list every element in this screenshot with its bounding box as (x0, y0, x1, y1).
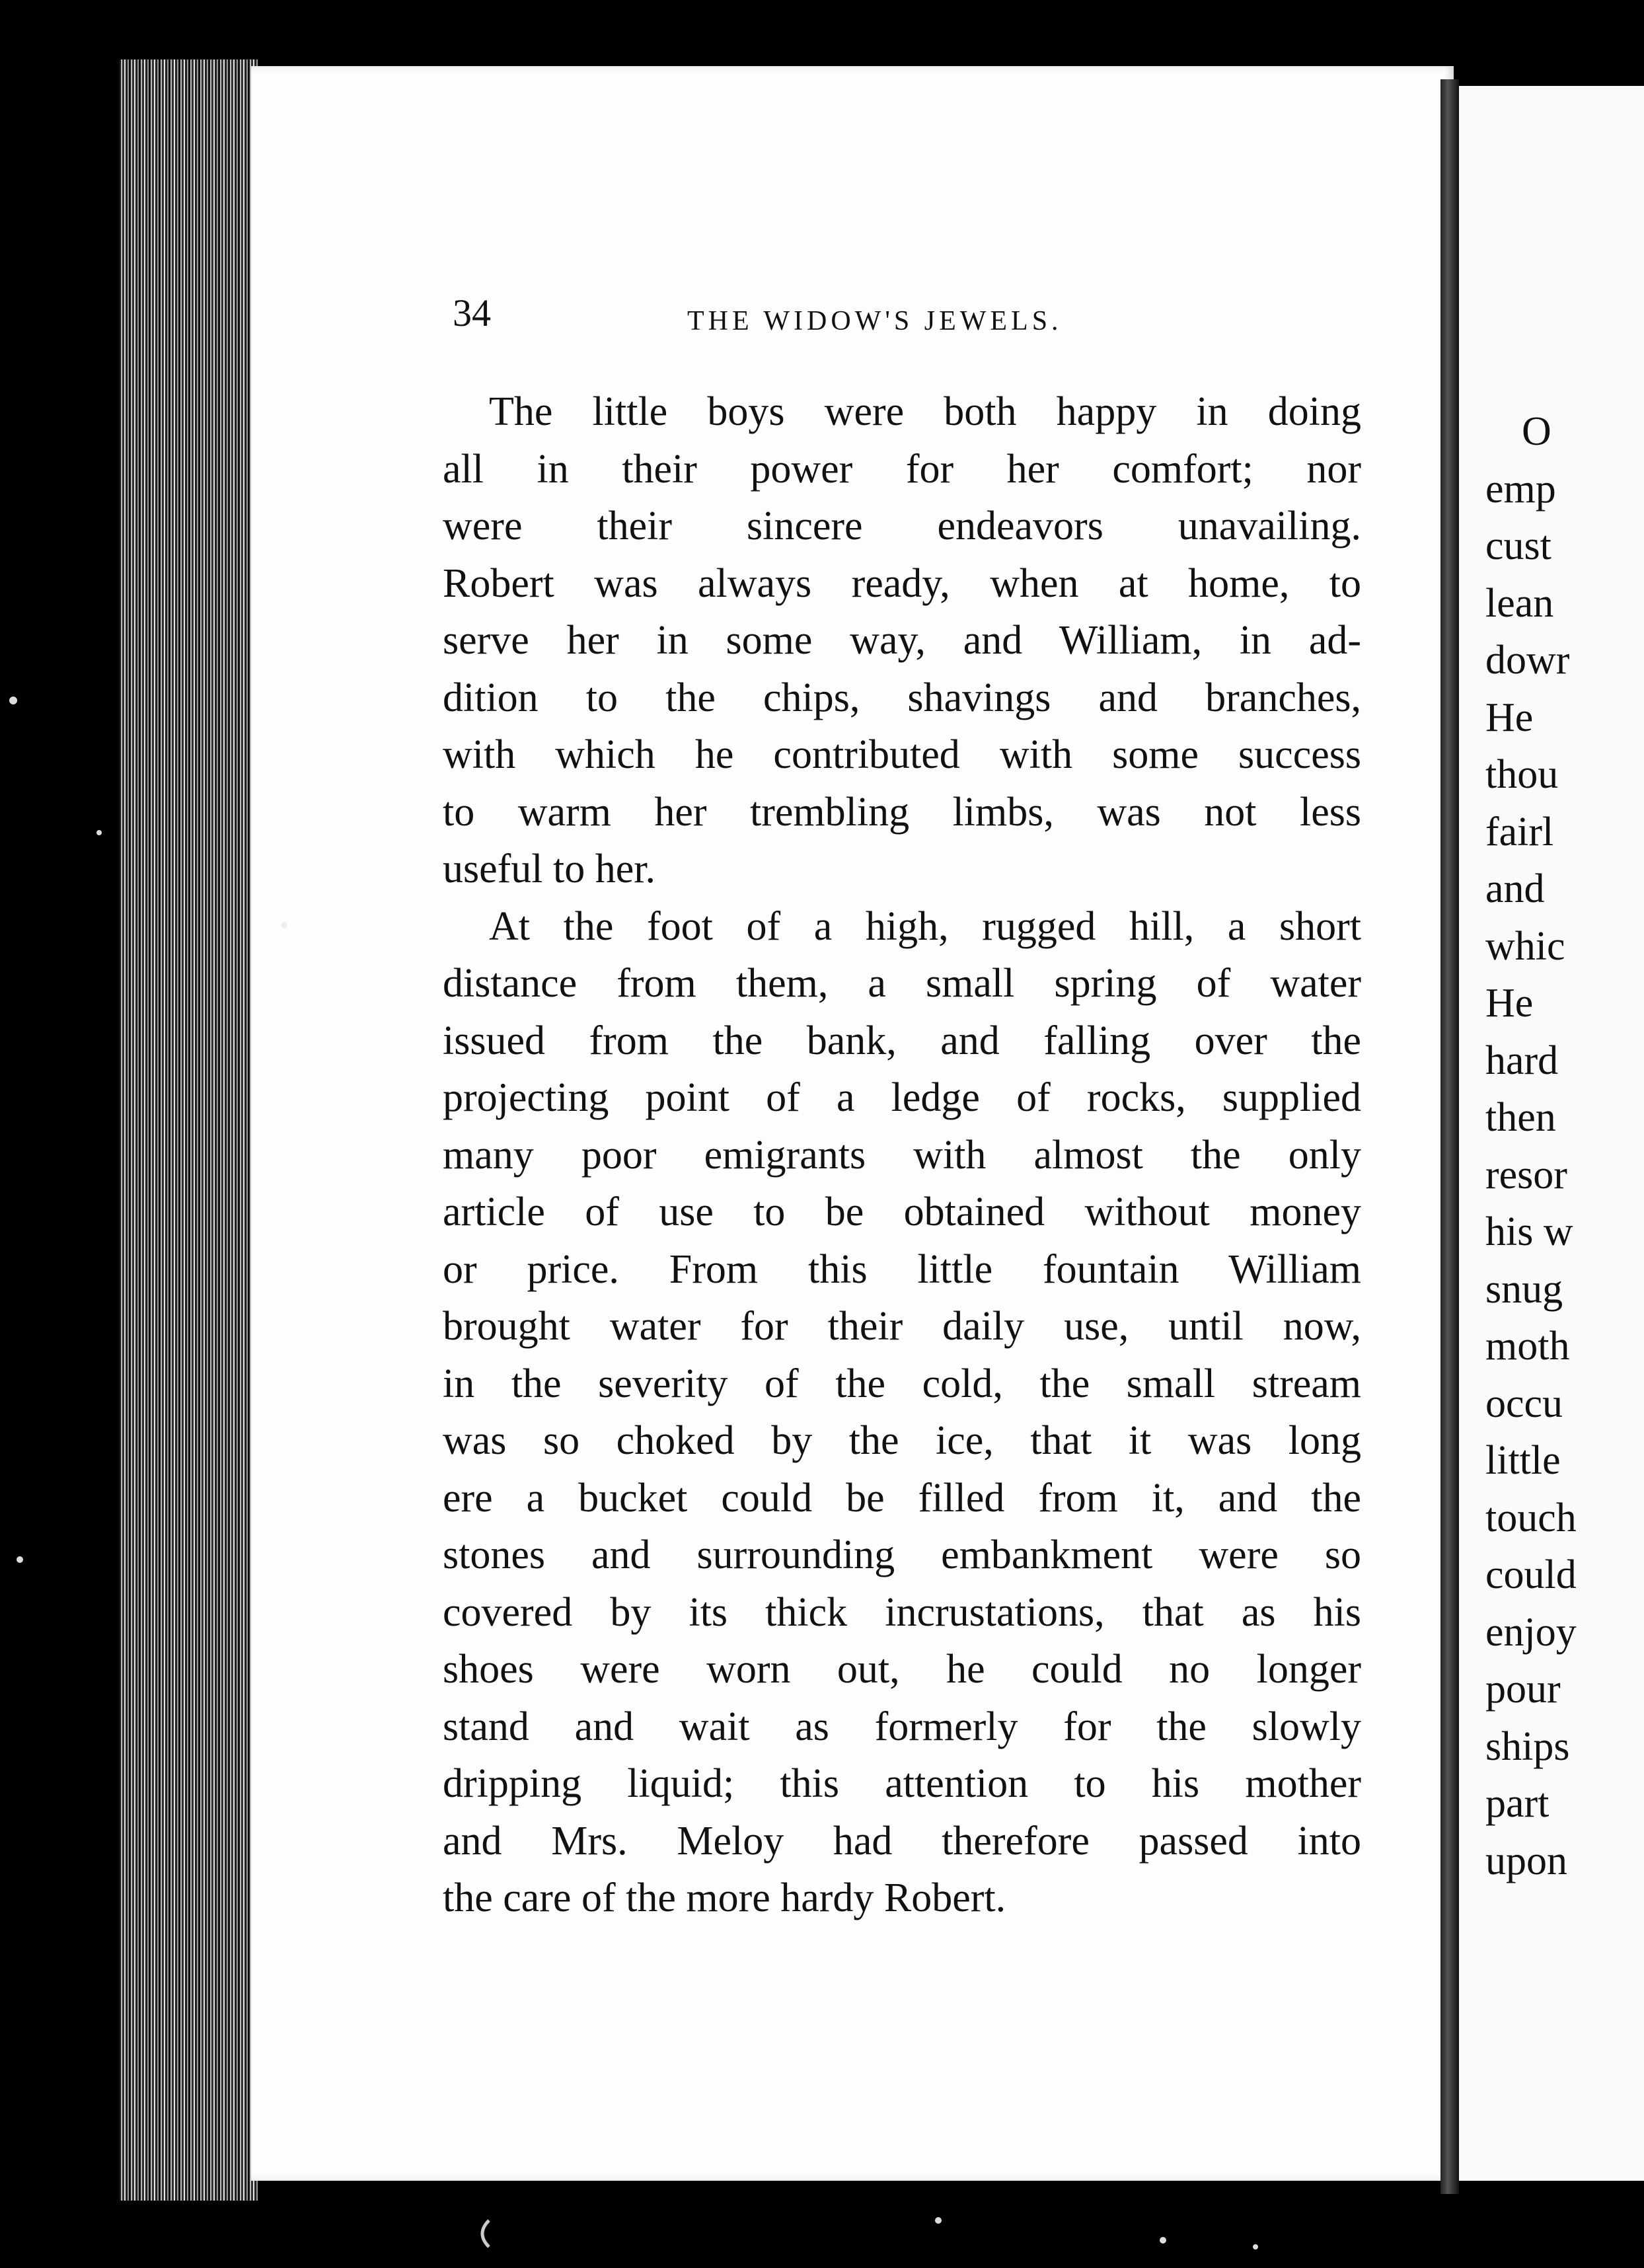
text-line: dripping liquid; this attention to his mother (443, 1761, 1361, 1806)
text-line: Robert was always ready, when at home, to (443, 560, 1361, 606)
text-line: stand and wait as formerly for the slowly (443, 1704, 1361, 1749)
text-fragment: then (1485, 1095, 1556, 1140)
left-page (251, 66, 1454, 2181)
paragraph (443, 898, 1361, 1927)
text-line: all in their power for her comfort; nor (443, 446, 1361, 492)
right-page-partial (1459, 86, 1644, 2181)
text-line: serve her in some way, and William, in ad- (443, 618, 1361, 663)
text-fragment: whic (1485, 923, 1565, 969)
text-line: useful to her. (443, 847, 655, 891)
text-line: to warm her trembling limbs, was not less (443, 789, 1361, 835)
text-line: article of use to be obtained without money (443, 1190, 1361, 1234)
text-fragment: ships (1485, 1723, 1570, 1769)
text-fragment: part (1485, 1781, 1550, 1826)
paragraph (443, 383, 1361, 898)
text-fragment: fairl (1485, 809, 1554, 854)
text-line: issued from the bank, and falling over the (443, 1018, 1361, 1063)
text-line: covered by its thick incrustations, that as his (443, 1589, 1361, 1635)
text-line: shoes were worn out, he could no longer (443, 1647, 1361, 1692)
text-line: The little boys were both happy in doing (489, 389, 1361, 434)
page-edges (119, 59, 258, 2201)
text-line: ere a bucket could be filled from it, and the (443, 1475, 1361, 1521)
text-fragment: upon (1485, 1838, 1567, 1883)
text-fragment: emp (1485, 466, 1556, 511)
text-line: At the foot of a high, rugged hill, a short (489, 903, 1361, 949)
text-fragment: hard (1485, 1038, 1559, 1083)
text-line: stones and surrounding embankment were so (443, 1532, 1361, 1577)
text-line: many poor emigrants with almost the only (443, 1132, 1361, 1178)
text-fragment: thou (1485, 752, 1559, 797)
text-fragment: snug (1485, 1266, 1563, 1312)
text-fragment: O (1522, 409, 1551, 454)
text-fragment: resor (1485, 1152, 1567, 1197)
text-fragment: little (1485, 1438, 1561, 1483)
text-fragment: occu (1485, 1380, 1563, 1426)
running-head: THE WIDOW'S JEWELS. (687, 306, 1063, 336)
text-line: in the severity of the cold, the small stream (443, 1361, 1361, 1406)
text-fragment: dowr (1485, 638, 1570, 683)
text-line: and Mrs. Meloy had therefore passed into (443, 1818, 1361, 1864)
body-text (443, 383, 1361, 1927)
text-line: or price. From this little fountain William (443, 1246, 1361, 1292)
text-fragment: and (1485, 866, 1545, 911)
text-fragment: his w (1485, 1209, 1573, 1254)
text-fragment: could (1485, 1552, 1577, 1597)
text-line: were their sincere endeavors unavailing. (443, 504, 1361, 548)
right-page-text (1459, 403, 1644, 1889)
text-fragment: lean (1485, 580, 1554, 626)
page-number: 34 (453, 291, 491, 334)
text-line: distance from them, a small spring of water (443, 961, 1361, 1006)
text-line: brought water for their daily use, until now, (443, 1304, 1361, 1349)
text-line: projecting point of a ledge of rocks, supplied (443, 1075, 1361, 1120)
text-fragment: pour (1485, 1667, 1561, 1712)
text-fragment: cust (1485, 523, 1551, 568)
text-line: dition to the chips, shavings and branches, (443, 675, 1361, 720)
text-line: the care of the more hardy Robert. (443, 1875, 1006, 1920)
text-fragment: enjoy (1485, 1609, 1577, 1655)
text-fragment: He (1485, 695, 1534, 740)
text-line: was so choked by the ice, that it was long (443, 1418, 1361, 1463)
text-line: with which he contributed with some success (443, 732, 1361, 777)
text-fragment: moth (1485, 1324, 1570, 1369)
text-fragment: He (1485, 981, 1534, 1026)
text-fragment: touch (1485, 1495, 1577, 1540)
book-gutter (1440, 79, 1459, 2194)
